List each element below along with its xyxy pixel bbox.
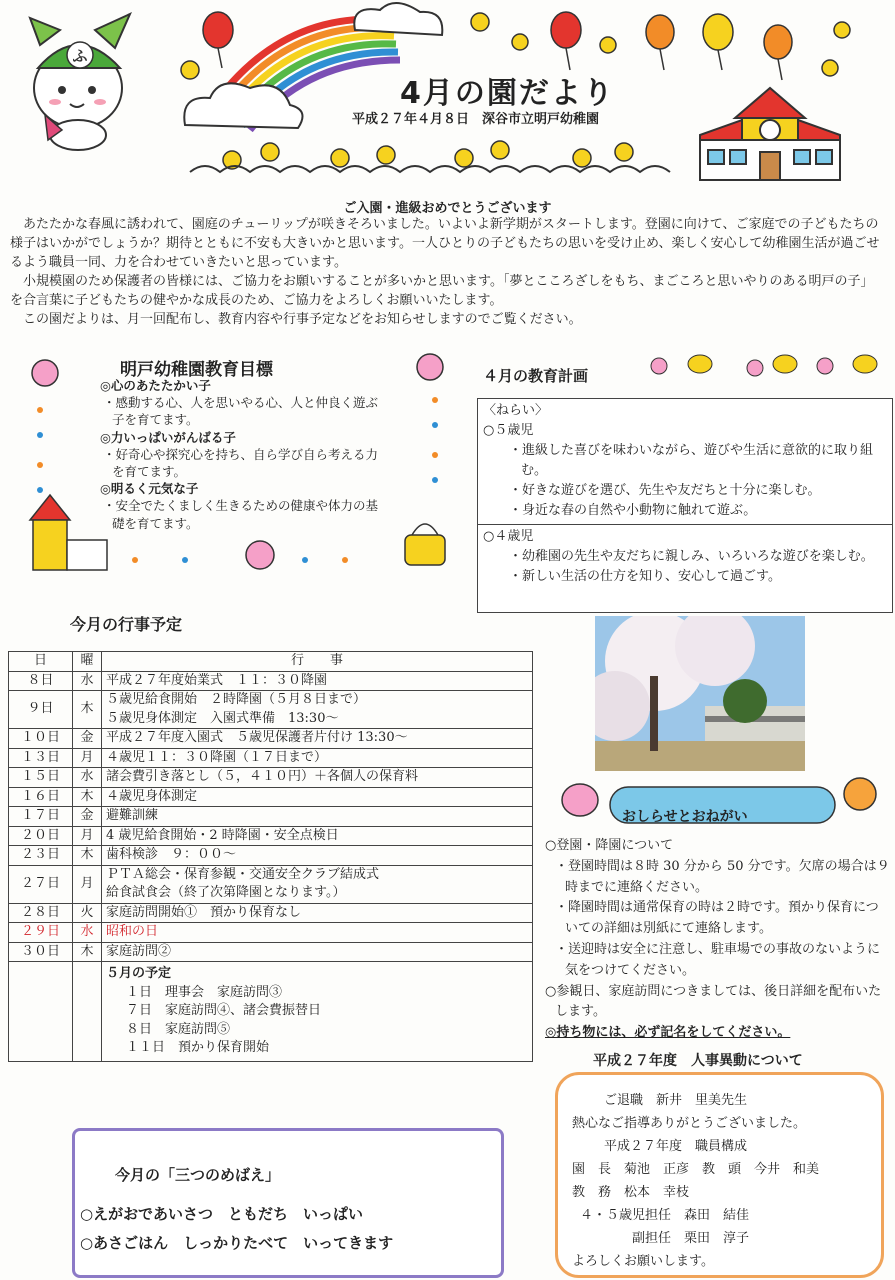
may-item: １１日 預かり保育開始	[126, 1040, 270, 1055]
staff-line: 熱心なご指導ありがとうございました。	[572, 1116, 807, 1131]
monthly-goal-line: ○あさごはん しっかりたべて いってきます	[80, 1234, 394, 1252]
event-row	[9, 768, 533, 788]
event-description	[102, 729, 533, 749]
monthly-goal-lines	[80, 1200, 393, 1258]
event-weekday: 火	[73, 903, 102, 923]
event-line: ４歳児１１：３０降園（１７日まで）	[106, 749, 328, 765]
event-description	[102, 846, 533, 866]
kindergarten-photo	[595, 616, 805, 771]
grass-illustration	[190, 166, 670, 172]
event-day: ９日	[9, 691, 73, 729]
notice-list	[545, 836, 890, 1044]
event-row	[9, 691, 533, 729]
greeting-paragraph: 小規模園のため保護者の皆様には、ご協力をお願いすることが多いかと思います。「夢とこころざしをもち、まごころと思いやりのある明戸の子」を合言葉に子どもたちの健やかな成長のため、ご協力をよろしくお願いいたします。	[10, 274, 874, 308]
events-header-row	[9, 652, 533, 672]
notice-title: おしらせとおねがい	[622, 809, 748, 825]
event-weekday: 水	[73, 671, 102, 691]
event-day: １３日	[9, 748, 73, 768]
bag-illustration	[405, 524, 445, 565]
event-description	[102, 826, 533, 846]
greeting-paragraph: あたたかな春風に誘われて、園庭のチューリップが咲きそろいました。いよいよ新学期がスタートします。登園に向けて、ご家庭での子どもたちの様子はいかがでしょうか？期待とともに不安も大きいかと思います。一人ひとりの子どもたちの思いを受け止め、楽しく安心して幼稚園生活が過ごせるよう職員一同、力を合わせていきたいと思っています。	[10, 217, 880, 270]
school-illustration	[30, 495, 107, 570]
notice-item: ◎持ち物には、必ず記名をしてください。	[545, 1025, 791, 1041]
plan-age4-label: ○４歳児	[483, 529, 534, 544]
event-weekday: 金	[73, 729, 102, 749]
event-row	[9, 729, 533, 749]
may-item: ７日 家庭訪問④、諸会費振替日	[126, 1003, 322, 1018]
may-item: ８日 家庭訪問⑤	[126, 1021, 231, 1037]
event-day: ８日	[9, 671, 73, 691]
event-weekday: 木	[73, 691, 102, 729]
monthly-goal-line: ○えがおであいさつ ともだち いっぱい	[80, 1205, 363, 1223]
event-row	[9, 807, 533, 827]
events-header-weekday: 曜	[73, 652, 102, 672]
event-row	[9, 846, 533, 866]
event-day: １０日	[9, 729, 73, 749]
greeting-body	[10, 215, 885, 329]
event-description	[102, 768, 533, 788]
event-weekday: 木	[73, 846, 102, 866]
event-description	[102, 787, 533, 807]
may-item: １日 理事会 家庭訪問③	[126, 984, 283, 1000]
event-weekday: 木	[73, 787, 102, 807]
goals-title: 明戸幼稚園教育目標	[120, 360, 273, 380]
plan-age5-item: ・好きな遊びを選び、先生や友だちと十分に楽しむ。	[509, 483, 821, 498]
event-row	[9, 671, 533, 691]
goal-description: ・感動する心、人を思いやる心、人と仲良く遊ぶ子を育てます。	[103, 395, 379, 428]
newsletter-date-school: 平成２７年４月８日 深谷市立明戸幼稚園	[352, 112, 600, 127]
event-row	[9, 748, 533, 768]
mascot-illustration	[30, 14, 130, 150]
events-header-day: 日	[9, 652, 73, 672]
goal-description: ・好奇心や探究心を持ち、自ら学び自ら考える力を育てます。	[103, 446, 379, 480]
staff-line: 副担任 栗田 淳子	[632, 1231, 750, 1246]
event-day: ２０日	[9, 826, 73, 846]
notice-item: ○参観日、家庭訪問につきましては、後日詳細を配布いたします。	[545, 983, 882, 1020]
events-title: 今月の行事予定	[70, 615, 183, 634]
event-day: ２７日	[9, 865, 73, 903]
staff-list	[572, 1089, 882, 1273]
event-description	[102, 748, 533, 768]
plan-age5-item: ・進級した喜びを味わいながら、遊びや生活に意欲的に取り組む。	[509, 443, 874, 478]
may-title: ５月の予定	[106, 966, 172, 981]
plan-decoration	[645, 348, 890, 382]
staff-line: ４・５歳児担任 森田 結佳	[580, 1208, 750, 1223]
events-table	[8, 651, 533, 1062]
notice-item: ・降園時間は通常保育の時は２時です。預かり保育についての詳細は別紙にて連絡します。	[555, 900, 879, 937]
event-description	[102, 691, 533, 729]
staff-line: ご退職 新井 里美先生	[604, 1093, 748, 1108]
may-empty-cell	[73, 962, 102, 1062]
event-description	[102, 671, 533, 691]
goal-heading: ◎心のあたたかい子	[100, 378, 211, 393]
may-schedule	[102, 962, 533, 1062]
monthly-goal-title: 今月の「三つのめばえ」	[115, 1166, 281, 1184]
staff-title: 平成２７年度 人事異動について	[593, 1053, 803, 1069]
staff-line: 平成２７年度 職員構成	[604, 1139, 748, 1154]
event-day: １７日	[9, 807, 73, 827]
greeting-heading: ご入園・進級おめでとうございます	[343, 201, 552, 216]
event-line: 平成２７年度始業式 １１：３０降園	[106, 672, 328, 688]
event-row	[9, 942, 533, 962]
event-row	[9, 826, 533, 846]
goal-heading: ◎明るく元気な子	[100, 481, 199, 497]
event-day: ２３日	[9, 846, 73, 866]
event-row	[9, 787, 533, 807]
event-weekday: 金	[73, 807, 102, 827]
mascot-char: ふ	[72, 47, 88, 65]
kindergarten-building-illustration	[700, 88, 840, 180]
event-weekday: 月	[73, 826, 102, 846]
event-line: ４歳児身体測定	[106, 788, 198, 804]
event-weekday: 月	[73, 865, 102, 903]
event-line: 4 歳児給食開始・2 時降園・安全点検日	[106, 827, 339, 843]
event-day: １６日	[9, 787, 73, 807]
goal-description: ・安全でたくましく生きるための健康や体力の基礎を育てます。	[103, 498, 379, 531]
event-row	[9, 865, 533, 903]
greeting-paragraph: この園だよりは、月一回配布し、教育内容や行事予定などをお知らせしますのでご覧ください。	[23, 312, 582, 327]
event-day: ２９日	[9, 923, 73, 943]
event-line: 諸会費引き落とし（５，４１０円）＋各個人の保育料	[106, 769, 419, 784]
may-schedule-row	[9, 962, 533, 1062]
staff-line: 園 長 菊池 正彦 教 頭 今井 和美	[572, 1162, 820, 1177]
event-weekday: 木	[73, 942, 102, 962]
event-line: 平成２７年度入園式 ５歳児保護者片付け 13:30～	[106, 730, 408, 745]
event-description	[102, 865, 533, 903]
plan-title: ４月の教育計画	[483, 367, 589, 385]
plan-age5-item: ・身近な春の自然や小動物に触れて遊ぶ。	[509, 503, 757, 518]
may-empty-cell	[9, 962, 73, 1062]
goal-heading: ◎力いっぱいがんばる子	[100, 429, 236, 445]
event-weekday: 月	[73, 748, 102, 768]
goals-list	[100, 377, 390, 532]
event-weekday: 水	[73, 768, 102, 788]
event-line: 家庭訪問開始① 預かり保育なし	[106, 904, 302, 920]
plan-age5-label: ○５歳児	[483, 423, 534, 438]
plan-age4-item: ・幼稚園の先生や友だちに親しみ、いろいろな遊びを楽しむ。	[509, 549, 874, 564]
notice-item: ○登園・降園について	[545, 838, 674, 853]
notice-item: ・登園時間は８時 30 分から 50 分です。欠席の場合は９時までに連絡ください。	[555, 858, 890, 895]
event-line: ＰＴＡ総会・保育参観・交通安全クラブ結成式	[106, 866, 380, 882]
event-day: １５日	[9, 768, 73, 788]
event-line: 給食試食会（終了次第降園となります。）	[106, 885, 346, 900]
event-day: ２８日	[9, 903, 73, 923]
event-line: 家庭訪問②	[106, 943, 172, 959]
events-header-event: 行 事	[102, 652, 533, 672]
event-day: ３０日	[9, 942, 73, 962]
staff-line: よろしくお願いします。	[572, 1254, 714, 1269]
event-line: 昭和の日	[106, 924, 159, 939]
notice-item: ・送迎時は安全に注意し、駐車場での事故のないように気をつけてください。	[555, 941, 881, 978]
event-description	[102, 903, 533, 923]
event-weekday: 水	[73, 923, 102, 943]
newsletter-title: 4月の園だより	[400, 76, 615, 111]
plan-aim-label: 〈ねらい〉	[483, 403, 549, 418]
plan-age4-item: ・新しい生活の仕方を知り、安心して過ごす。	[509, 569, 781, 584]
event-line: 避難訓練	[106, 808, 159, 823]
event-description	[102, 923, 533, 943]
event-line: 歯科検診 ９：００～	[106, 847, 237, 862]
event-row	[9, 923, 533, 943]
event-description	[102, 807, 533, 827]
event-line: ５歳児給食開始 ２時降園（５月８日まで）	[106, 692, 367, 707]
staff-line: 教 務 松本 幸枝	[572, 1185, 690, 1200]
event-description	[102, 942, 533, 962]
event-row	[9, 903, 533, 923]
event-line: ５歳児身体測定 入園式準備 13:30～	[106, 710, 339, 726]
plan-content	[483, 401, 888, 587]
